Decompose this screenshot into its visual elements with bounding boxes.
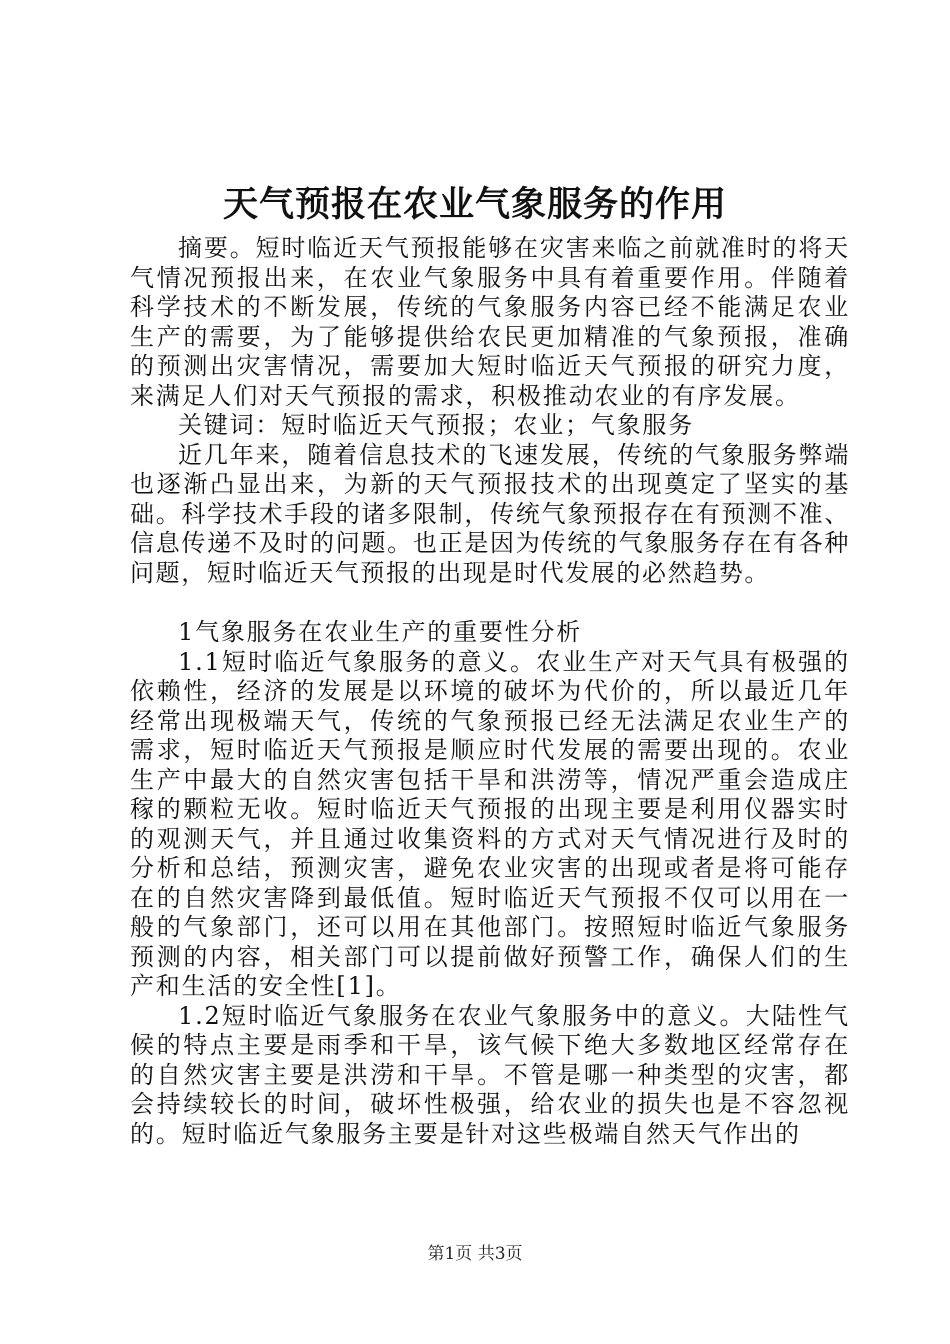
keywords-paragraph: 关键词：短时临近天气预报；农业；气象服务 bbox=[178, 411, 694, 439]
page-footer: 第1页 共3页 bbox=[427, 1244, 523, 1264]
document-title: 天气预报在农业气象服务的作用 bbox=[222, 184, 727, 225]
section-1-1-paragraph: 1.1短时临近气象服务的意义。农业生产对天气具有极强的依赖性，经济的发展是以环境的破坏为代价的，所以最近几年经常出现极端天气，传统的气象预报已经无法满足农业生产的需求，短时临近天气预报是顺应时代发展的需要出现的。农业生产中最大的自然灾害包括干旱和洪涝等，情况严重会造成庄稼的颗粒无收。短时临近天气预报的出现主要是利用仪器实时的观测天气，并且通过收集资料的方式对天气情况进行及时的分析和总结，预测灾害，避免农业灾害的出现或者是将可能存在的自然灾害降到最低值。短时临近天气预报不仅可以用在一般的气象部门，还可以用在其他部门。按照短时临近气象服务预测的内容，相关部门可以提前做好预警工作，确保人们的生产和生活的安全性[1]。 bbox=[130, 647, 850, 1000]
document-body bbox=[130, 234, 850, 1149]
section-heading: 1气象服务在农业生产的重要性分析 bbox=[178, 618, 583, 646]
paragraph-gap bbox=[130, 588, 850, 618]
section-1-2-paragraph: 1.2短时临近气象服务在农业气象服务中的意义。大陆性气候的特点主要是雨季和干旱，该气候下绝大多数地区经常存在的自然灾害主要是洪涝和干旱。不管是哪一种类型的灾害，都会持续较长的时间，破坏性极强，给农业的损失也是不容忽视的。短时临近气象服务主要是针对这些极端自然天气作出的 bbox=[130, 1001, 850, 1148]
intro-paragraph: 近几年来，随着信息技术的飞速发展，传统的气象服务弊端也逐渐凸显出来，为新的天气预报技术的出现奠定了坚实的基础。科学技术手段的诸多限制，传统气象预报存在有预测不准、信息传递不及时的问题。也正是因为传统的气象服务存在有各种问题，短时临近天气预报的出现是时代发展的必然趋势。 bbox=[130, 440, 850, 587]
abstract-paragraph: 摘要。短时临近天气预报能够在灾害来临之前就准时的将天气情况预报出来，在农业气象服务中具有着重要作用。伴随着科学技术的不断发展，传统的气象服务内容已经不能满足农业生产的需要，为了能够提供给农民更加精准的气象预报，准确的预测出灾害情况，需要加大短时临近天气预报的研究力度，来满足人们对天气预报的需求，积极推动农业的有序发展。 bbox=[130, 234, 850, 410]
